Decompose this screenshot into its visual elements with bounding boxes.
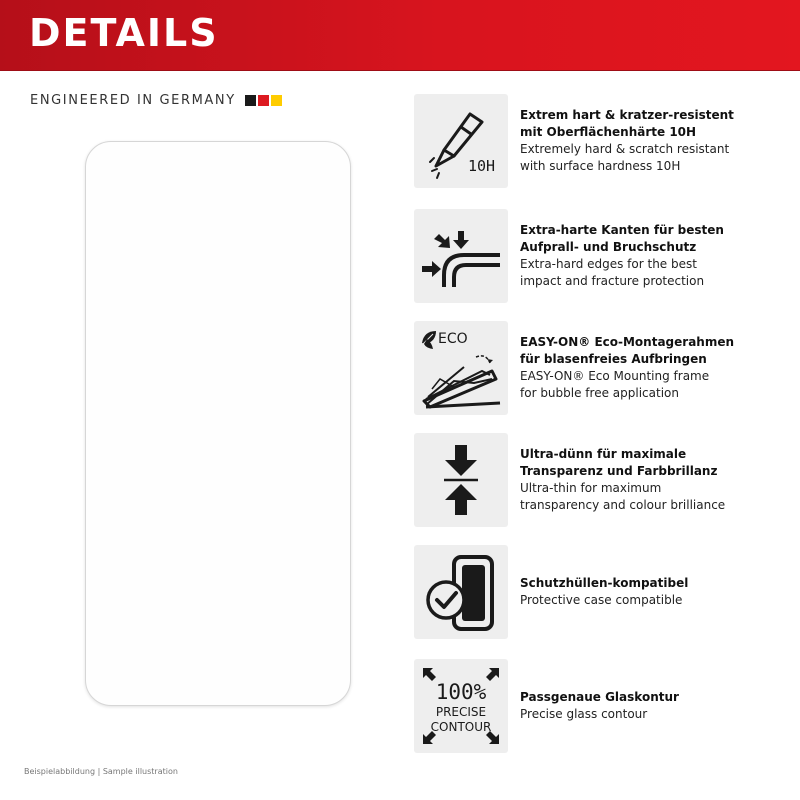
feature-ultra-thin-text: Ultra-dünn für maximale Transparenz und Farbbrillanz Ultra-thin for maximum transparency and colour brilliance bbox=[520, 447, 726, 512]
feature-case-compatible bbox=[414, 545, 794, 639]
feature-hardness-text: Extrem hart & kratzer-resistent mit Oberflächenhärte 10H Extremely hard & scratch resistant with surface hardness 10H bbox=[520, 108, 734, 173]
impact-edge-icon bbox=[414, 209, 508, 303]
scalpel-hardness-icon bbox=[414, 94, 508, 188]
flag-red bbox=[258, 95, 269, 106]
svg-text:10H: 10H bbox=[468, 157, 496, 175]
tagline bbox=[30, 93, 282, 108]
screen-protector-illustration bbox=[85, 141, 351, 706]
feature-case-compatible-text: Schutzhüllen-kompatibel Protective case compatible bbox=[520, 576, 689, 607]
tagline-text: ENGINEERED IN GERMANY bbox=[30, 93, 236, 108]
header-banner bbox=[0, 0, 800, 71]
feature-precise-contour bbox=[414, 659, 794, 753]
svg-text:ECO: ECO bbox=[438, 331, 468, 347]
feature-hardness bbox=[414, 94, 794, 188]
feature-ultra-thin bbox=[414, 433, 794, 527]
case-compatible-icon bbox=[414, 545, 508, 639]
eco-mounting-frame-icon bbox=[414, 321, 508, 415]
svg-text:PRECISE: PRECISE bbox=[435, 705, 487, 719]
flag-black bbox=[245, 95, 256, 106]
ultra-thin-arrows-icon bbox=[414, 433, 508, 527]
feature-edges bbox=[414, 209, 794, 303]
feature-eco-frame bbox=[414, 321, 794, 415]
german-flag-icon bbox=[245, 95, 282, 106]
page-title: DETAILS bbox=[29, 11, 219, 55]
svg-text:100%: 100% bbox=[435, 680, 487, 704]
svg-text:CONTOUR: CONTOUR bbox=[430, 720, 492, 734]
feature-precise-contour-text: Passgenaue Glaskontur Precise glass contour bbox=[520, 690, 679, 721]
precise-contour-icon bbox=[414, 659, 508, 753]
feature-eco-frame-text: EASY-ON® Eco-Montagerahmen für blasenfreies Aufbringen EASY-ON® Eco Mounting frame for bubble free application bbox=[520, 335, 735, 400]
flag-gold bbox=[271, 95, 282, 106]
feature-edges-text: Extra-harte Kanten für besten Aufprall- und Bruchschutz Extra-hard edges for the best impact and fracture protection bbox=[520, 223, 724, 288]
sample-illustration-note: Beispielabbildung | Sample illustration bbox=[24, 767, 178, 776]
